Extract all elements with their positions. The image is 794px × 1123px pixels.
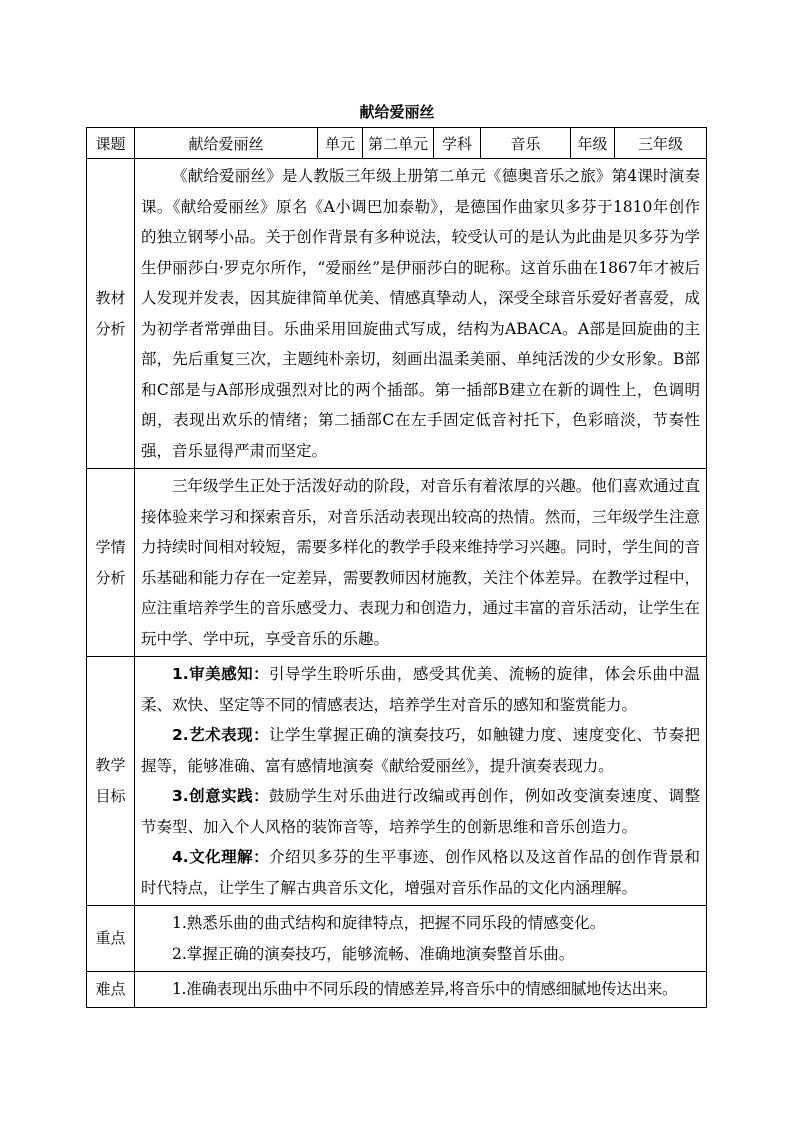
subject-value: 音乐 [481,128,571,159]
student-analysis-content [135,469,707,657]
topic-value: 献给爱丽丝 [135,128,318,159]
grade-value: 三年级 [615,128,707,159]
objective-item [141,720,700,781]
objectives-label [87,657,135,906]
student-analysis-row [87,469,707,657]
subject-label: 学科 [434,128,481,159]
header-row [87,128,707,159]
textbook-analysis-row [87,159,707,469]
textbook-analysis-label-line1: 教材 [95,288,126,307]
difficulty-item: 1.准确表现出乐曲中不同乐段的情感差异,将音乐中的情感细腻地传达出来。 [172,980,678,998]
objectives-label-line1: 教学 [95,756,126,774]
objective-text: 介绍贝多芬的生平事迹、创作风格以及这首作品的创作背景和时代特点，让学生了解古典音乐文化，增强对音乐作品的文化内涵理解。 [141,848,700,897]
document-title: 献给爱丽丝 [359,103,435,121]
objective-heading: 2.艺术表现： [172,726,270,744]
unit-value: 第二单元 [363,128,434,159]
objective-heading: 4.文化理解： [172,848,270,866]
key-points-label: 重点 [87,906,135,972]
objective-item [141,842,700,903]
textbook-analysis-label [87,159,135,469]
textbook-analysis-content [135,159,707,469]
key-points-content [135,906,707,972]
student-analysis-label-line1: 学情 [95,537,126,556]
objective-item [141,659,700,720]
objective-heading: 1.审美感知： [172,665,270,683]
objectives-label-line2: 目标 [95,787,126,805]
grade-label: 年级 [571,128,615,159]
textbook-analysis-label-line2: 分析 [95,319,126,338]
objective-text: 引导学生聆听乐曲，感受其优美、流畅的旋律，体会乐曲中温柔、欢快、坚定等不同的情感表达，培养学生对音乐的感知和鉴赏能力。 [141,665,700,714]
objectives-content [135,657,707,906]
student-analysis-label-line2: 分析 [95,568,126,587]
student-analysis-label [87,469,135,657]
difficulties-row [87,972,707,1008]
topic-label: 课题 [87,128,135,159]
objective-heading: 3.创意实践： [172,787,270,805]
objective-text: 让学生掌握正确的演奏技巧，如触键力度、速度变化、节奏把握等，能够准确、富有感情地演奏《献给爱丽丝》，提升演奏表现力。 [141,726,700,775]
unit-label: 单元 [318,128,363,159]
difficulties-label: 难点 [87,972,135,1008]
difficulties-content [135,972,707,1008]
lesson-plan-table [86,127,707,1008]
objective-text: 鼓励学生对乐曲进行改编或再创作，例如改变演奏速度、调整节奏型、加入个人风格的装饰音等，培养学生的创新思维和音乐创造力。 [141,787,700,836]
key-points-row [87,906,707,972]
key-point-item: 1.熟悉乐曲的曲式结构和旋律特点，把握不同乐段的情感变化。 [172,914,606,932]
student-analysis-text: 三年级学生正处于活泼好动的阶段，对音乐有着浓厚的兴趣。他们喜欢通过直接体验来学习和探索音乐，对音乐活动表现出较高的热情。然而，三年级学生注意力持续时间相对较短，需要多样化的教学手段来维持学习兴趣。同时，学生间的音乐基础和能力存在一定差异，需要教师因材施教，关注个体差异。在教学过程中，应注重培养学生的音乐感受力、表现力和创造力，通过丰富的音乐活动，让学生在玩中学、学中玩，享受音乐的乐趣。 [141,477,700,648]
key-point-item: 2.掌握正确的演奏技巧，能够流畅、准确地演奏整首乐曲。 [172,944,575,963]
textbook-analysis-text: 《献给爱丽丝》是人教版三年级上册第二单元《德奥音乐之旅》第4课时演奏课。《献给爱丽丝》原名《A小调巴加泰勒》，是德国作曲家贝多芬于1810年创作的独立钢琴小品。关于创作背景有多种说法，较受认可的是认为此曲是贝多芬为学生伊丽莎白·罗克尔所作，“爱丽丝”是伊丽莎白的昵称。这首乐曲在1867年才被后人发现并发表，因其旋律简单优美、情感真挚动人，深受全球音乐爱好者喜爱，成为初学者常弹曲目。乐曲采用回旋曲式写成，结构为ABACA。A部是回旋曲的主部，先后重复三次，主题纯朴亲切，刻画出温柔美丽、单纯活泼的少女形象。B部和C部是与A部形成强烈对比的两个插部。第一插部B建立在新的调性上，色调明朗，表现出欢乐的情绪；第二插部C在左手固定低音衬托下，色彩暗淡，节奏性强，音乐显得严肃而坚定。 [141,167,700,460]
objectives-row [87,657,707,906]
objective-item [141,781,700,842]
